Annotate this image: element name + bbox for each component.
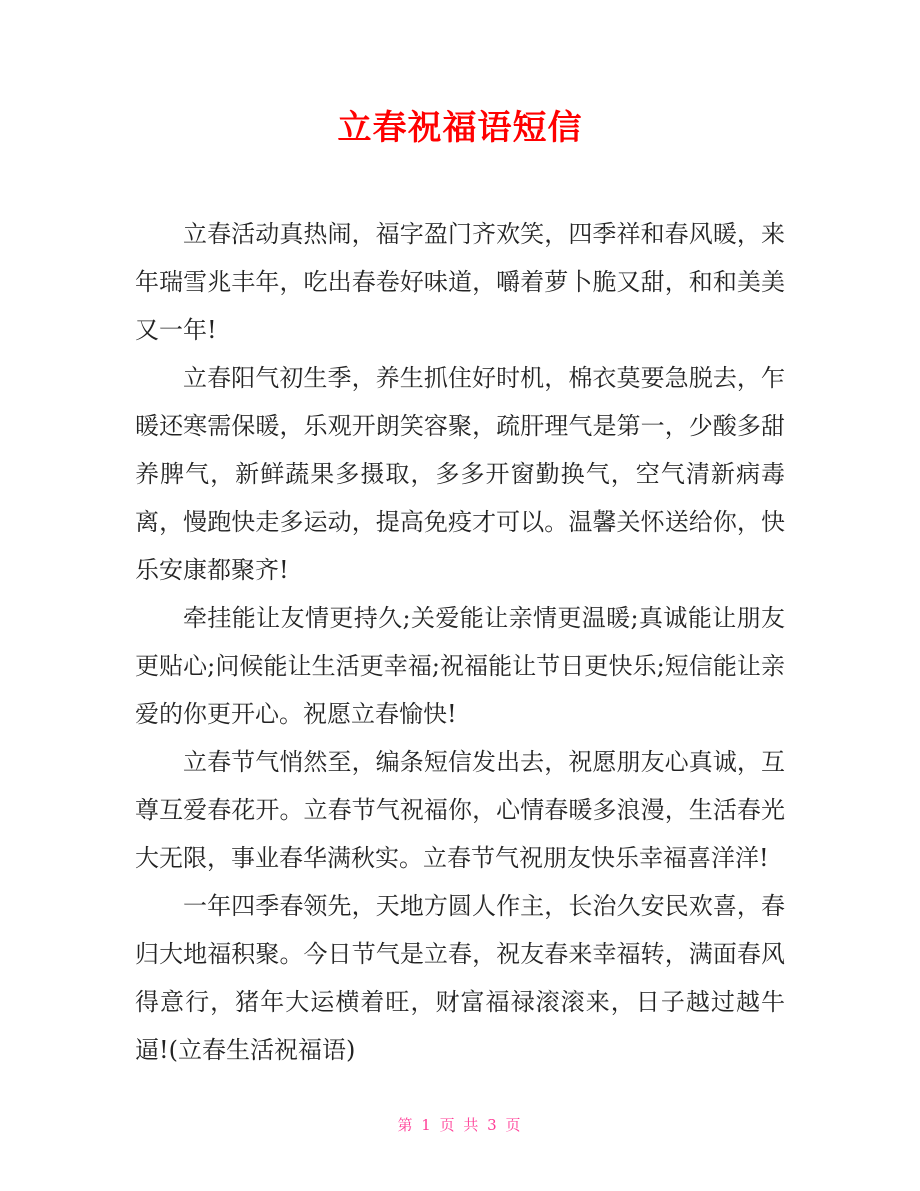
document-title: 立春祝福语短信	[337, 109, 583, 147]
page-footer	[0, 1114, 920, 1135]
page-number-text: 第 1 页 共 3 页	[397, 1116, 523, 1134]
document-body	[135, 210, 785, 1074]
paragraph: 一年四季春领先，天地方圆人作主，长治久安民欢喜，春归大地福积聚。今日节气是立春，祝友春来幸福转，满面春风得意行，猪年大运横着旺，财富福禄滚滚来，日子越过越牛逼!(立春生活祝福语)	[135, 892, 785, 1065]
paragraph: 立春活动真热闹，福字盈门齐欢笑，四季祥和春风暖，来年瑞雪兆丰年，吃出春卷好味道，嚼着萝卜脆又甜，和和美美又一年!	[135, 220, 785, 345]
paragraph: 立春节气悄然至，编条短信发出去，祝愿朋友心真诚，互尊互爱春花开。立春节气祝福你，心情春暖多浪漫，生活春光大无限，事业春华满秋实。立春节气祝朋友快乐幸福喜洋洋!	[135, 748, 785, 873]
paragraph: 立春阳气初生季，养生抓住好时机，棉衣莫要急脱去，乍暖还寒需保暖，乐观开朗笑容聚，疏肝理气是第一，少酸多甜养脾气，新鲜蔬果多摄取，多多开窗勤换气，空气清新病毒离，慢跑快走多运动，提高免疫才可以。温馨关怀送给你，快乐安康都聚齐!	[135, 364, 785, 585]
paragraph: 牵挂能让友情更持久;关爱能让亲情更温暖;真诚能让朋友更贴心;问候能让生活更幸福;祝福能让节日更快乐;短信能让亲爱的你更开心。祝愿立春愉快!	[135, 604, 785, 729]
